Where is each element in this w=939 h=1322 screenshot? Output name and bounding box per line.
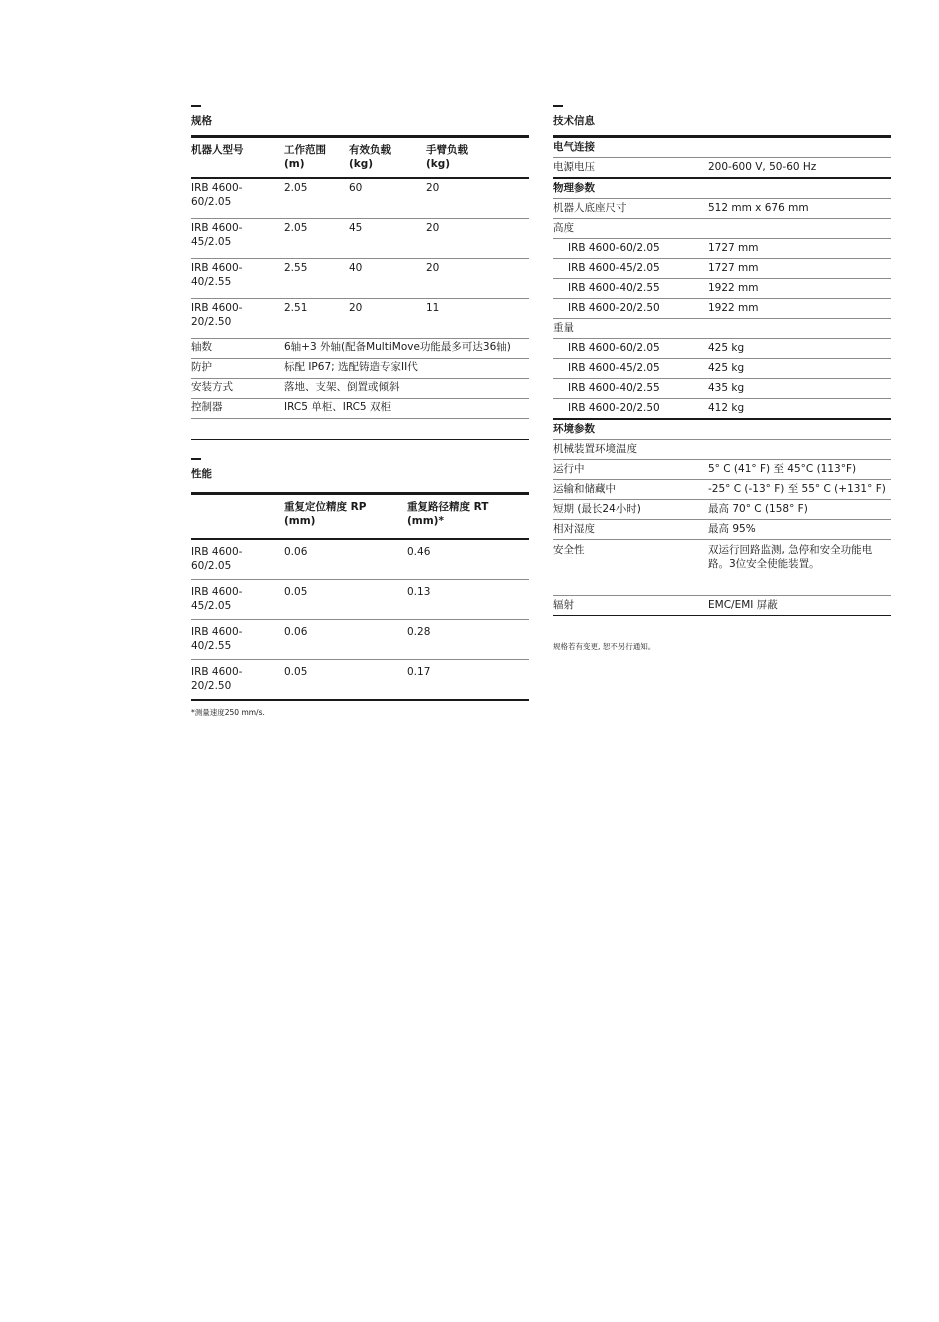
section-dash [553,105,563,107]
group-heading-row [553,137,891,158]
table-row [553,596,891,616]
col-rt: 重复路径精度 RT (mm)* [407,501,489,527]
tech-label: 电源电压 [553,161,595,173]
specs-table [191,135,529,439]
attr-label: 安装方式 [191,381,233,393]
tech-value: 1727 mm [708,262,759,274]
group-heading-row [553,419,891,440]
tech-value: 435 kg [708,382,745,394]
table-row [553,379,891,399]
attr-label: 防护 [191,361,212,373]
table-row [553,279,891,299]
tech-label: 环境参数 [553,423,595,435]
attr-value: 落地、支架、倒置或倾斜 [284,381,400,393]
attr-value: 6轴+3 外轴(配备MultiMove功能最多可达36轴) [284,341,511,353]
table-row [553,199,891,219]
rp-cell: 0.06 [284,546,308,558]
table-row [191,299,529,339]
arm-cell: 20 [426,182,440,194]
model-cell: IRB 4600-45/2.05 [191,222,243,248]
tech-label: 辐射 [553,599,574,611]
table-row [553,299,891,319]
tech-value: 最高 70° C (158° F) [708,503,808,515]
table-row [553,158,891,179]
attr-label: 轴数 [191,341,212,353]
payload-cell: 20 [349,302,363,314]
performance-table [191,492,529,699]
table-row [191,259,529,299]
tech-value [708,440,891,460]
tech-value: 1922 mm [708,282,759,294]
tech-value [708,178,891,199]
rp-cell: 0.06 [284,626,308,638]
reach-cell: 2.51 [284,302,308,314]
tech-label: 运输和储藏中 [553,483,616,495]
attr-value: IRC5 单柜、IRC5 双柜 [284,401,391,413]
table-row [553,239,891,259]
tech-label: 电气连接 [553,141,595,153]
tech-label: 相对湿度 [553,523,595,535]
tech-value: 1922 mm [708,302,759,314]
table-row [553,359,891,379]
table-rule [191,439,529,440]
tech-label: IRB 4600-45/2.05 [568,362,660,374]
specs-section [191,105,529,440]
col-rp: 重复定位精度 RP (mm) [284,501,367,527]
model-cell: IRB 4600-60/2.05 [191,546,243,572]
tech-value: 5° C (41° F) 至 45°C (113°F) [708,463,857,475]
table-row [191,219,529,259]
table-row [553,520,891,540]
attr-label: 控制器 [191,401,223,413]
col-reach: 工作范围 (m) [284,144,326,170]
table-row [553,460,891,480]
tech-label: 重量 [553,322,574,334]
arm-cell: 20 [426,262,440,274]
table-row [191,660,529,700]
model-cell: IRB 4600-40/2.55 [191,626,243,652]
performance-section [191,458,529,718]
tech-table [553,135,891,635]
attr-value: 标配 IP67; 选配铸造专家II代 [284,361,418,373]
table-row [553,500,891,520]
table-end-row [191,419,529,440]
arm-cell: 11 [426,302,440,314]
section-dash [191,105,201,107]
table-row [191,580,529,620]
tech-label: IRB 4600-20/2.50 [568,402,660,414]
tech-value: EMC/EMI 屏蔽 [708,599,778,611]
table-row [553,219,891,239]
tech-value: 425 kg [708,362,745,374]
table-row [191,359,529,379]
reach-cell: 2.55 [284,262,308,274]
tech-label: 物理参数 [553,182,595,194]
tech-title: 技术信息 [553,115,595,127]
tech-value: 425 kg [708,342,745,354]
tech-value: 200-600 V, 50-60 Hz [708,161,817,173]
model-cell: IRB 4600-20/2.50 [191,302,243,328]
table-row [191,178,529,219]
tech-value: -25° C (-13° F) 至 55° C (+131° F) [708,483,886,495]
col-model: 机器人型号 [191,144,244,156]
tech-label: IRB 4600-40/2.55 [568,282,660,294]
tech-section [553,105,891,652]
tech-value [708,219,891,239]
col-arm: 手臂负载 (kg) [426,144,468,170]
rp-cell: 0.05 [284,586,308,598]
tech-label: 机器人底座尺寸 [553,202,627,214]
table-row [553,399,891,420]
rt-cell: 0.46 [407,546,431,558]
payload-cell: 45 [349,222,363,234]
model-cell: IRB 4600-40/2.55 [191,262,243,288]
group-heading-row [553,178,891,199]
tech-label: 安全性 [553,544,585,556]
tech-value [708,319,891,339]
tech-value: 1727 mm [708,242,759,254]
tech-value: 双运行回路监测, 急停和安全功能电路。3位安全使能装置。 [708,544,873,570]
col-payload: 有效负载 (kg) [349,144,391,170]
table-row [191,539,529,580]
tech-label: 机械装置环境温度 [553,443,637,455]
tech-label: 短期 (最长24小时) [553,503,641,515]
performance-title: 性能 [191,468,212,480]
rt-cell: 0.28 [407,626,431,638]
payload-cell: 60 [349,182,363,194]
col-model [191,494,284,540]
model-cell: IRB 4600-60/2.05 [191,182,243,208]
table-row [553,339,891,359]
table-row [553,259,891,279]
payload-cell: 40 [349,262,363,274]
tech-label: 高度 [553,222,574,234]
tech-value: 512 mm x 676 mm [708,202,809,214]
table-row [191,379,529,399]
table-row [191,620,529,660]
footnote: *测量速度250 mm/s. [191,708,265,717]
table-row [553,480,891,500]
section-dash [191,458,201,460]
tech-label: 运行中 [553,463,585,475]
rp-cell: 0.05 [284,666,308,678]
tech-value: 最高 95% [708,523,756,535]
tech-label: IRB 4600-60/2.05 [568,242,660,254]
table-row [553,319,891,339]
tech-value [708,137,891,158]
table-rule [191,699,529,701]
model-cell: IRB 4600-45/2.05 [191,586,243,612]
table-end-rule [553,616,891,636]
tech-label: IRB 4600-45/2.05 [568,262,660,274]
reach-cell: 2.05 [284,182,308,194]
tech-label: IRB 4600-20/2.50 [568,302,660,314]
tech-value [708,419,891,440]
rt-cell: 0.13 [407,586,431,598]
arm-cell: 20 [426,222,440,234]
table-row [553,540,891,596]
model-cell: IRB 4600-20/2.50 [191,666,243,692]
reach-cell: 2.05 [284,222,308,234]
rt-cell: 0.17 [407,666,431,678]
footnote: 规格若有变更, 恕不另行通知。 [553,642,656,651]
tech-label: IRB 4600-60/2.05 [568,342,660,354]
table-row [191,399,529,419]
tech-label: IRB 4600-40/2.55 [568,382,660,394]
specs-title: 规格 [191,115,212,127]
table-row [553,440,891,460]
tech-value: 412 kg [708,402,745,414]
table-row [191,339,529,359]
